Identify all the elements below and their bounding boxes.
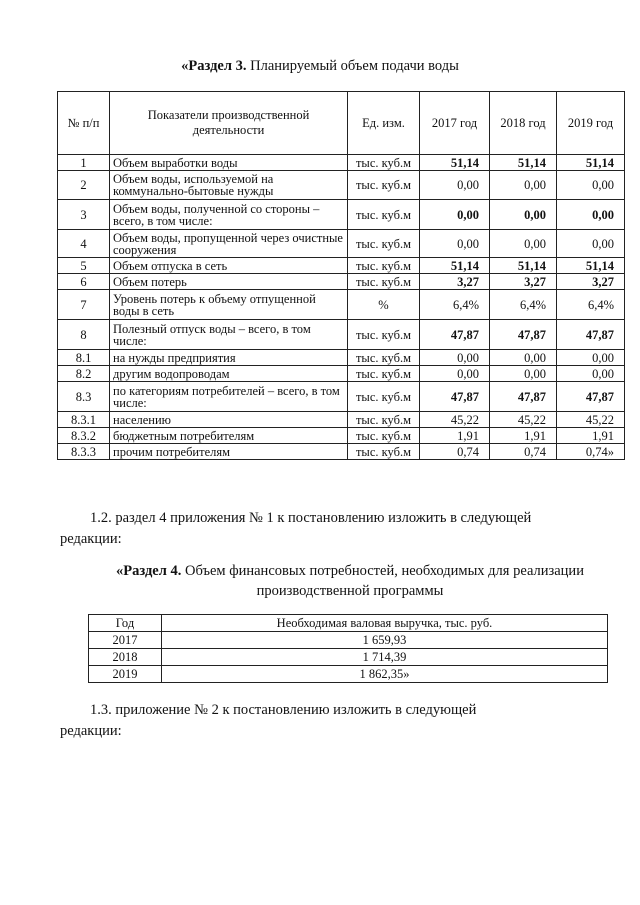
row-indicator: Объем воды, полученной со стороны – всего, в том числе: xyxy=(110,200,348,230)
row-num: 5 xyxy=(58,258,110,274)
table-row xyxy=(58,350,625,366)
revenue-year: 2017 xyxy=(89,632,162,649)
row-value-2019: 3,27 xyxy=(557,274,625,290)
row-value-2019: 51,14 xyxy=(557,258,625,274)
header-2017: 2017 год xyxy=(420,92,490,155)
section-3-title-text: Планируемый объем подачи воды xyxy=(250,58,459,74)
row-value-2019: 51,14 xyxy=(557,155,625,171)
revenue-row xyxy=(89,666,608,683)
row-value-2017: 47,87 xyxy=(420,320,490,350)
paragraph-1-3 xyxy=(60,700,600,742)
paragraph-1-2-cont: редакции: xyxy=(60,531,122,547)
row-indicator: другим водопроводам xyxy=(110,366,348,382)
paragraph-1-3-text: 1.3. приложение № 2 к постановлению изложить в следующей xyxy=(90,702,477,718)
table-row xyxy=(58,382,625,412)
row-unit: тыс. куб.м xyxy=(348,155,420,171)
revenue-value: 1 714,39 xyxy=(162,649,608,666)
row-value-2018: 3,27 xyxy=(490,274,557,290)
row-num: 8.3 xyxy=(58,382,110,412)
row-num: 2 xyxy=(58,171,110,200)
row-num: 6 xyxy=(58,274,110,290)
row-unit: тыс. куб.м xyxy=(348,171,420,200)
row-indicator: бюджетным потребителям xyxy=(110,428,348,444)
paragraph-1-2 xyxy=(60,508,600,550)
row-value-2019: 0,00 xyxy=(557,230,625,258)
section-3-title-bold: «Раздел 3. xyxy=(181,58,247,74)
table-row xyxy=(58,258,625,274)
row-value-2018: 0,00 xyxy=(490,366,557,382)
row-value-2017: 0,00 xyxy=(420,230,490,258)
revenue-table xyxy=(88,614,608,683)
table-row xyxy=(58,290,625,320)
row-indicator: Объем потерь xyxy=(110,274,348,290)
row-unit: тыс. куб.м xyxy=(348,366,420,382)
row-value-2019: 47,87 xyxy=(557,320,625,350)
row-value-2018: 1,91 xyxy=(490,428,557,444)
row-num: 7 xyxy=(58,290,110,320)
row-indicator: Уровень потерь к объему отпущенной воды в сеть xyxy=(110,290,348,320)
table-row xyxy=(58,274,625,290)
row-value-2018: 0,00 xyxy=(490,350,557,366)
section-4-title-bold: «Раздел 4. xyxy=(116,563,182,579)
section-3-title xyxy=(0,58,640,75)
row-value-2018: 45,22 xyxy=(490,412,557,428)
row-value-2019: 45,22 xyxy=(557,412,625,428)
row-value-2019: 0,00 xyxy=(557,171,625,200)
table-row xyxy=(58,444,625,460)
revenue-header-year: Год xyxy=(89,615,162,632)
table-row xyxy=(58,428,625,444)
table-row xyxy=(58,200,625,230)
row-num: 4 xyxy=(58,230,110,258)
row-value-2017: 0,00 xyxy=(420,200,490,230)
row-unit: тыс. куб.м xyxy=(348,320,420,350)
row-value-2019: 0,00 xyxy=(557,350,625,366)
row-num: 8.3.2 xyxy=(58,428,110,444)
row-num: 8 xyxy=(58,320,110,350)
revenue-header-value: Необходимая валовая выручка, тыс. руб. xyxy=(162,615,608,632)
table-row xyxy=(58,412,625,428)
row-value-2019: 6,4% xyxy=(557,290,625,320)
row-value-2017: 0,74 xyxy=(420,444,490,460)
row-value-2017: 0,00 xyxy=(420,366,490,382)
table-header-row xyxy=(58,92,625,155)
row-num: 1 xyxy=(58,155,110,171)
row-value-2018: 0,00 xyxy=(490,230,557,258)
row-indicator: Объем воды, пропущенной через очистные сооружения xyxy=(110,230,348,258)
row-value-2019: 0,74» xyxy=(557,444,625,460)
row-unit: % xyxy=(348,290,420,320)
header-indicator: Показатели производственной деятельности xyxy=(110,92,348,155)
revenue-value: 1 862,35» xyxy=(162,666,608,683)
revenue-year: 2018 xyxy=(89,649,162,666)
row-value-2019: 0,00 xyxy=(557,200,625,230)
row-value-2019: 47,87 xyxy=(557,382,625,412)
row-value-2017: 51,14 xyxy=(420,155,490,171)
revenue-row xyxy=(89,649,608,666)
row-num: 8.2 xyxy=(58,366,110,382)
header-num: № п/п xyxy=(58,92,110,155)
row-indicator: Объем выработки воды xyxy=(110,155,348,171)
row-value-2018: 6,4% xyxy=(490,290,557,320)
header-unit: Ед. изм. xyxy=(348,92,420,155)
row-unit: тыс. куб.м xyxy=(348,200,420,230)
table-row xyxy=(58,171,625,200)
row-num: 8.3.1 xyxy=(58,412,110,428)
row-value-2017: 0,00 xyxy=(420,171,490,200)
row-value-2017: 51,14 xyxy=(420,258,490,274)
row-unit: тыс. куб.м xyxy=(348,258,420,274)
row-indicator: прочим потребителям xyxy=(110,444,348,460)
row-unit: тыс. куб.м xyxy=(348,274,420,290)
section-4-title xyxy=(90,561,610,601)
row-unit: тыс. куб.м xyxy=(348,428,420,444)
row-num: 8.3.3 xyxy=(58,444,110,460)
header-2019: 2019 год xyxy=(557,92,625,155)
row-value-2018: 47,87 xyxy=(490,382,557,412)
table-row xyxy=(58,230,625,258)
revenue-row xyxy=(89,632,608,649)
row-value-2017: 45,22 xyxy=(420,412,490,428)
row-value-2018: 47,87 xyxy=(490,320,557,350)
row-value-2018: 51,14 xyxy=(490,258,557,274)
row-indicator: населению xyxy=(110,412,348,428)
row-unit: тыс. куб.м xyxy=(348,412,420,428)
row-value-2018: 0,00 xyxy=(490,200,557,230)
row-indicator: по категориям потребителей – всего, в том числе: xyxy=(110,382,348,412)
table-row xyxy=(58,366,625,382)
paragraph-1-2-text: 1.2. раздел 4 приложения № 1 к постановлению изложить в следующей xyxy=(90,510,532,526)
paragraph-1-3-cont: редакции: xyxy=(60,723,122,739)
row-indicator: Объем отпуска в сеть xyxy=(110,258,348,274)
table-row xyxy=(58,155,625,171)
row-value-2017: 3,27 xyxy=(420,274,490,290)
row-value-2017: 6,4% xyxy=(420,290,490,320)
row-value-2017: 1,91 xyxy=(420,428,490,444)
row-value-2018: 0,00 xyxy=(490,171,557,200)
revenue-year: 2019 xyxy=(89,666,162,683)
row-num: 3 xyxy=(58,200,110,230)
row-value-2019: 1,91 xyxy=(557,428,625,444)
water-supply-table xyxy=(57,91,625,460)
row-value-2018: 0,74 xyxy=(490,444,557,460)
table-row xyxy=(58,320,625,350)
row-indicator: Объем воды, используемой на коммунально-бытовые нужды xyxy=(110,171,348,200)
revenue-header-row xyxy=(89,615,608,632)
row-value-2017: 0,00 xyxy=(420,350,490,366)
revenue-value: 1 659,93 xyxy=(162,632,608,649)
row-value-2017: 47,87 xyxy=(420,382,490,412)
row-indicator: на нужды предприятия xyxy=(110,350,348,366)
header-2018: 2018 год xyxy=(490,92,557,155)
row-value-2019: 0,00 xyxy=(557,366,625,382)
row-unit: тыс. куб.м xyxy=(348,382,420,412)
row-unit: тыс. куб.м xyxy=(348,350,420,366)
row-value-2018: 51,14 xyxy=(490,155,557,171)
row-unit: тыс. куб.м xyxy=(348,230,420,258)
row-unit: тыс. куб.м xyxy=(348,444,420,460)
section-4-title-text: Объем финансовых потребностей, необходимых для реализации производственной программы xyxy=(184,563,584,599)
row-indicator: Полезный отпуск воды – всего, в том числе: xyxy=(110,320,348,350)
row-num: 8.1 xyxy=(58,350,110,366)
